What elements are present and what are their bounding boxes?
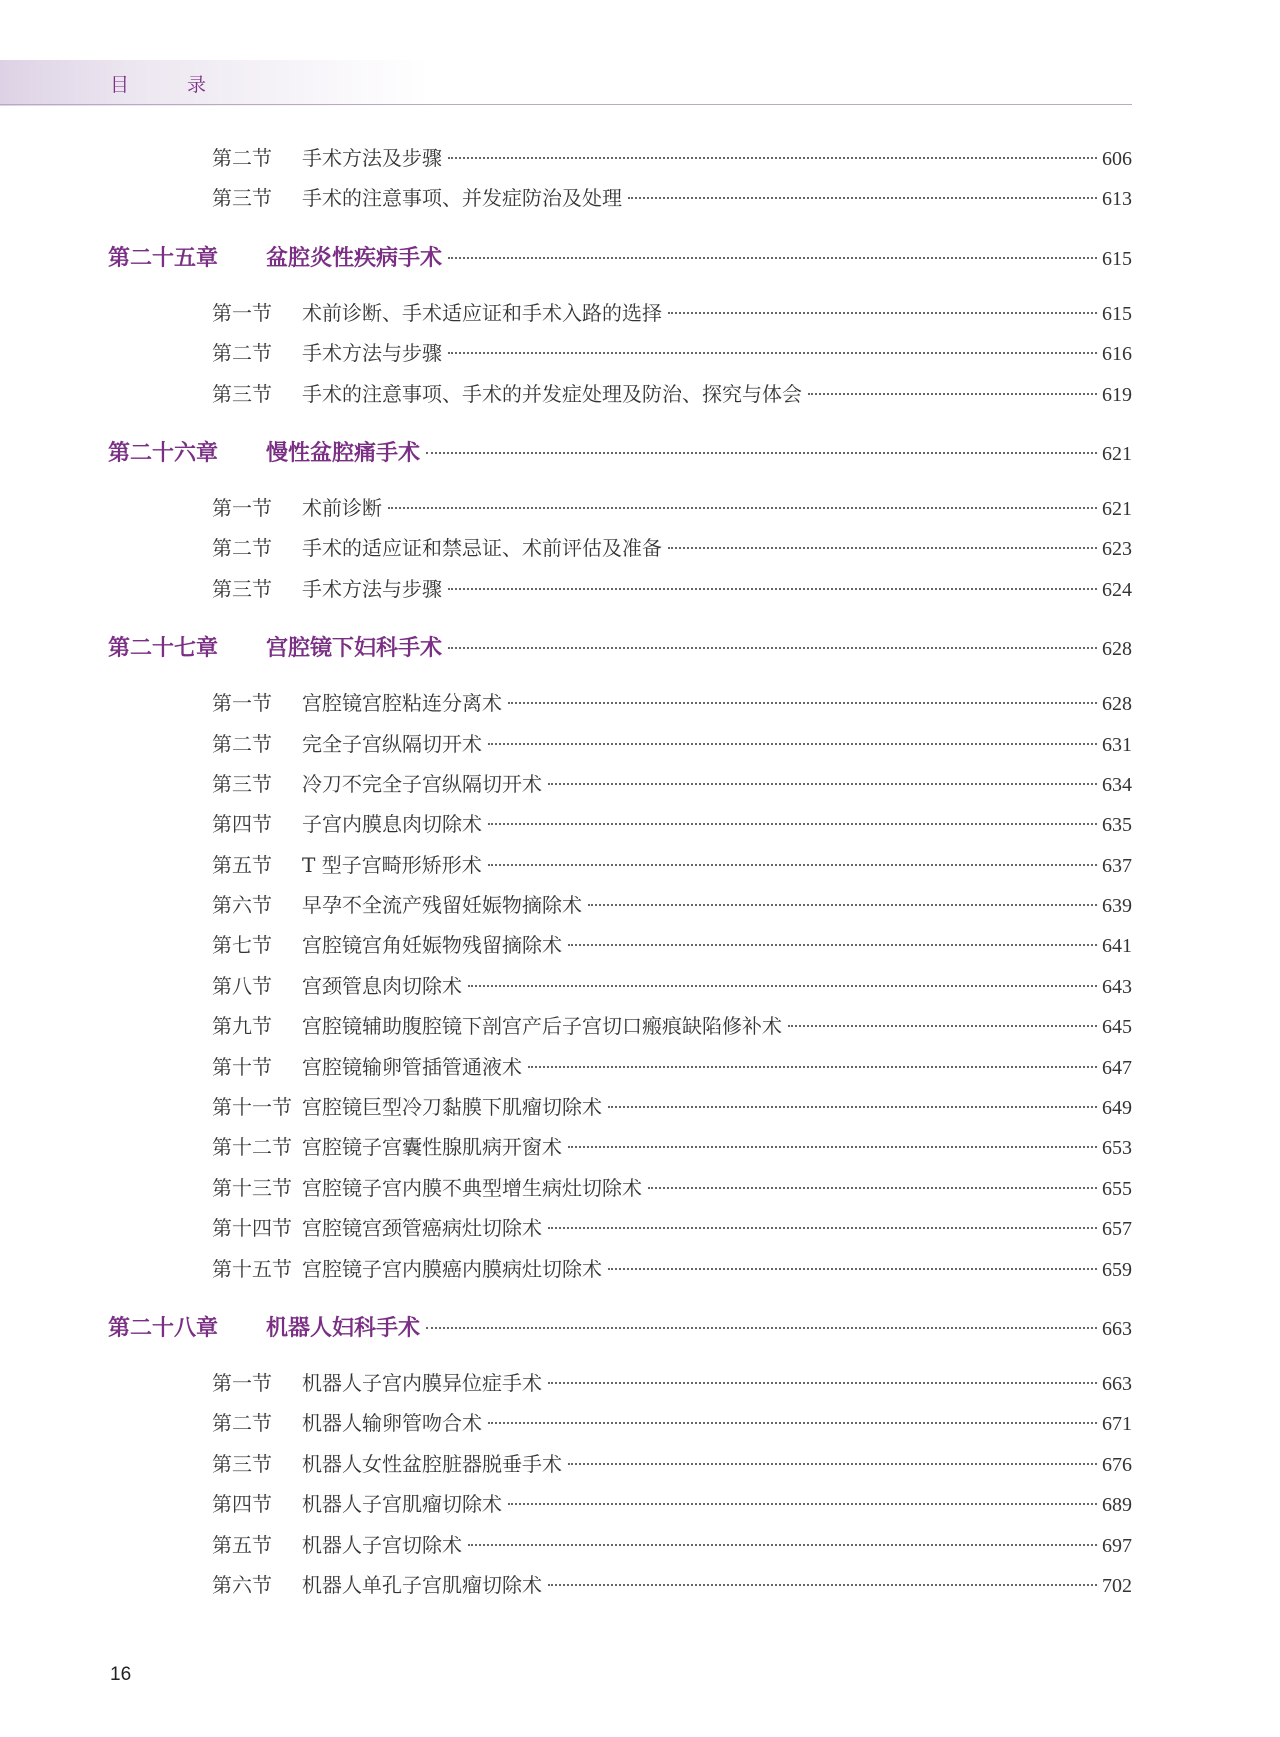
chapter-page-number: 621 xyxy=(1102,442,1132,465)
toc-section-entry[interactable] xyxy=(108,492,1132,532)
section-title: 机器人输卵管吻合术 xyxy=(302,1411,482,1436)
section-number: 第三节 xyxy=(212,771,272,796)
dot-leader xyxy=(588,903,1097,906)
section-page-number: 635 xyxy=(1102,814,1132,837)
section-page-number: 615 xyxy=(1102,302,1132,325)
section-number: 第十节 xyxy=(212,1054,272,1079)
section-title: 宫腔镜子宫内膜癌内膜病灶切除术 xyxy=(302,1256,602,1281)
section-number: 第八节 xyxy=(212,973,272,998)
toc-section-entry[interactable] xyxy=(108,1091,1132,1131)
toc-section-entry[interactable] xyxy=(108,1010,1132,1050)
dot-leader xyxy=(628,196,1097,199)
dot-leader xyxy=(388,506,1097,509)
page-title: 目 录 xyxy=(110,74,233,96)
dot-leader xyxy=(488,1421,1097,1424)
section-number: 第一节 xyxy=(212,691,272,716)
section-title: 机器人单孔子宫肌瘤切除术 xyxy=(302,1572,542,1597)
toc-chapter-block xyxy=(108,631,1132,1293)
section-number: 第十三节 xyxy=(212,1175,292,1200)
section-page-number: 639 xyxy=(1102,895,1132,918)
toc-section-entry[interactable] xyxy=(108,808,1132,848)
section-page-number: 659 xyxy=(1102,1258,1132,1281)
chapter-number: 第二十七章 xyxy=(108,636,219,662)
dot-leader xyxy=(488,742,1097,745)
section-title: 早孕不全流产残留妊娠物摘除术 xyxy=(302,893,582,918)
section-number: 第十四节 xyxy=(212,1216,292,1241)
dot-leader xyxy=(508,701,1097,704)
toc-section-entry[interactable] xyxy=(108,1253,1132,1293)
dot-leader xyxy=(568,1462,1097,1465)
chapter-number: 第二十八章 xyxy=(108,1315,219,1341)
dot-leader xyxy=(808,392,1097,395)
section-title: 机器人子宫肌瘤切除术 xyxy=(302,1492,502,1517)
section-title: 手术的注意事项、并发症防治及处理 xyxy=(302,186,622,211)
toc-chapter-block xyxy=(108,1311,1132,1609)
section-title: 完全子宫纵隔切开术 xyxy=(302,731,482,756)
dot-leader xyxy=(548,1583,1097,1586)
section-page-number: 671 xyxy=(1102,1413,1132,1436)
dot-leader xyxy=(548,1381,1097,1384)
section-title: 宫腔镜输卵管插管通液术 xyxy=(302,1054,522,1079)
section-page-number: 616 xyxy=(1102,343,1132,366)
toc-section-entry[interactable] xyxy=(108,1569,1132,1609)
section-number: 第二节 xyxy=(212,731,272,756)
section-page-number: 653 xyxy=(1102,1137,1132,1160)
dot-leader xyxy=(468,984,1097,987)
section-number: 第三节 xyxy=(212,186,272,211)
chapter-number: 第二十六章 xyxy=(108,440,219,466)
dot-leader xyxy=(648,1186,1097,1189)
section-title: 宫颈管息肉切除术 xyxy=(302,973,462,998)
section-title: 子宫内膜息肉切除术 xyxy=(302,812,482,837)
toc-section-entry[interactable] xyxy=(108,687,1132,727)
section-page-number: 621 xyxy=(1102,497,1132,520)
toc-chapter-entry[interactable] xyxy=(108,1311,1132,1351)
toc-section-entry[interactable] xyxy=(108,378,1132,418)
section-number: 第四节 xyxy=(212,1492,272,1517)
dot-leader xyxy=(448,587,1097,590)
section-number: 第三节 xyxy=(212,381,272,406)
section-page-number: 624 xyxy=(1102,578,1132,601)
toc-section-entry[interactable] xyxy=(108,970,1132,1010)
section-number: 第十一节 xyxy=(212,1095,292,1120)
toc-section-entry[interactable] xyxy=(108,142,1132,182)
section-title: 术前诊断 xyxy=(302,495,382,520)
toc-chapter-entry[interactable] xyxy=(108,631,1132,671)
section-page-number: 637 xyxy=(1102,854,1132,877)
section-title: 宫腔镜子宫内膜不典型增生病灶切除术 xyxy=(302,1175,642,1200)
dot-leader xyxy=(668,311,1097,314)
chapter-title: 慢性盆腔痛手术 xyxy=(266,440,421,466)
dot-leader xyxy=(548,1226,1097,1229)
section-title: 宫腔镜辅助腹腔镜下剖宫产后子宫切口瘢痕缺陷修补术 xyxy=(302,1014,782,1039)
dot-leader xyxy=(568,943,1097,946)
section-page-number: 655 xyxy=(1102,1177,1132,1200)
section-number: 第二节 xyxy=(212,1411,272,1436)
chapter-title: 盆腔炎性疾病手术 xyxy=(266,245,443,271)
section-page-number: 657 xyxy=(1102,1218,1132,1241)
section-page-number: 645 xyxy=(1102,1016,1132,1039)
section-number: 第二节 xyxy=(212,536,272,561)
section-number: 第一节 xyxy=(212,495,272,520)
toc-section-entry[interactable] xyxy=(108,889,1132,929)
section-title: 机器人子宫内膜异位症手术 xyxy=(302,1370,542,1395)
section-number: 第一节 xyxy=(212,1370,272,1395)
toc-section-entry[interactable] xyxy=(108,1448,1132,1488)
section-number: 第十五节 xyxy=(212,1256,292,1281)
toc-section-entry[interactable] xyxy=(108,1529,1132,1569)
section-page-number: 676 xyxy=(1102,1453,1132,1476)
section-title: 机器人女性盆腔脏器脱垂手术 xyxy=(302,1451,562,1476)
section-title: 手术方法与步骤 xyxy=(302,341,442,366)
section-title: T 型子宫畸形矫形术 xyxy=(302,852,482,877)
dot-leader xyxy=(528,1065,1097,1068)
toc-section-entry[interactable] xyxy=(108,1051,1132,1091)
dot-leader xyxy=(448,256,1097,259)
section-title: 宫腔镜巨型冷刀黏膜下肌瘤切除术 xyxy=(302,1095,602,1120)
chapter-number: 第二十五章 xyxy=(108,245,219,271)
section-number: 第七节 xyxy=(212,933,272,958)
section-title: 手术方法与步骤 xyxy=(302,576,442,601)
toc-section-entry[interactable] xyxy=(108,768,1132,808)
section-title: 手术的适应证和禁忌证、术前评估及准备 xyxy=(302,536,662,561)
toc-section-entry[interactable] xyxy=(108,1172,1132,1212)
section-number: 第三节 xyxy=(212,1451,272,1476)
section-number: 第五节 xyxy=(212,1532,272,1557)
section-title: 机器人子宫切除术 xyxy=(302,1532,462,1557)
section-number: 第三节 xyxy=(212,576,272,601)
toc-section-entry[interactable] xyxy=(108,573,1132,613)
toc-section-entry[interactable] xyxy=(108,337,1132,377)
toc-section-entry[interactable] xyxy=(108,1367,1132,1407)
dot-leader xyxy=(788,1024,1097,1027)
toc-chapter-block xyxy=(108,241,1132,418)
dot-leader xyxy=(448,351,1097,354)
section-number: 第四节 xyxy=(212,812,272,837)
section-page-number: 689 xyxy=(1102,1494,1132,1517)
section-number: 第九节 xyxy=(212,1014,272,1039)
section-page-number: 649 xyxy=(1102,1097,1132,1120)
dot-leader xyxy=(426,1326,1097,1329)
chapter-page-number: 663 xyxy=(1102,1317,1132,1340)
toc-section-entry[interactable] xyxy=(108,532,1132,572)
toc-section-entry[interactable] xyxy=(108,929,1132,969)
section-title: 宫腔镜宫颈管癌病灶切除术 xyxy=(302,1216,542,1241)
toc-section-entry[interactable] xyxy=(108,297,1132,337)
section-page-number: 697 xyxy=(1102,1534,1132,1557)
chapter-title: 宫腔镜下妇科手术 xyxy=(266,636,443,662)
section-title: 宫腔镜宫腔粘连分离术 xyxy=(302,691,502,716)
section-page-number: 647 xyxy=(1102,1056,1132,1079)
section-title: 手术的注意事项、手术的并发症处理及防治、探究与体会 xyxy=(302,381,802,406)
section-page-number: 643 xyxy=(1102,975,1132,998)
section-page-number: 606 xyxy=(1102,148,1132,170)
chapter-page-number: 615 xyxy=(1102,247,1132,270)
dot-leader xyxy=(608,1105,1097,1108)
table-of-contents xyxy=(108,142,1132,1609)
section-number: 第六节 xyxy=(212,893,272,918)
section-number: 第二节 xyxy=(212,341,272,366)
page-number: 16 xyxy=(110,1664,132,1685)
toc-section-entry[interactable] xyxy=(108,728,1132,768)
section-page-number: 702 xyxy=(1102,1574,1132,1597)
section-number: 第十二节 xyxy=(212,1135,292,1160)
toc-section-entry[interactable] xyxy=(108,1407,1132,1447)
dot-leader xyxy=(508,1502,1097,1505)
section-title: 宫腔镜宫角妊娠物残留摘除术 xyxy=(302,933,562,958)
section-page-number: 663 xyxy=(1102,1372,1132,1395)
section-title: 冷刀不完全子宫纵隔切开术 xyxy=(302,771,542,796)
dot-leader xyxy=(608,1267,1097,1270)
section-title: 术前诊断、手术适应证和手术入路的选择 xyxy=(302,300,662,325)
section-page-number: 628 xyxy=(1102,693,1132,716)
toc-section-entry[interactable] xyxy=(108,1212,1132,1252)
section-number: 第六节 xyxy=(212,1572,272,1597)
dot-leader xyxy=(488,822,1097,825)
toc-chapter-block xyxy=(108,436,1132,613)
section-page-number: 623 xyxy=(1102,538,1132,561)
section-title: 手术方法及步骤 xyxy=(302,146,442,170)
toc-chapter-entry[interactable] xyxy=(108,436,1132,476)
toc-section-entry[interactable] xyxy=(108,182,1132,222)
section-page-number: 634 xyxy=(1102,773,1132,796)
header-divider xyxy=(0,104,1132,105)
toc-section-entry[interactable] xyxy=(108,1131,1132,1171)
section-page-number: 613 xyxy=(1102,188,1132,211)
toc-chapter-entry[interactable] xyxy=(108,241,1132,281)
section-number: 第一节 xyxy=(212,300,272,325)
dot-leader xyxy=(548,782,1097,785)
dot-leader xyxy=(426,451,1097,454)
dot-leader xyxy=(568,1145,1097,1148)
dot-leader xyxy=(448,156,1097,159)
section-title: 宫腔镜子宫囊性腺肌病开窗术 xyxy=(302,1135,562,1160)
dot-leader xyxy=(448,646,1097,649)
dot-leader xyxy=(668,546,1097,549)
dot-leader xyxy=(488,863,1097,866)
chapter-page-number: 628 xyxy=(1102,638,1132,661)
section-page-number: 619 xyxy=(1102,383,1132,406)
section-page-number: 631 xyxy=(1102,733,1132,756)
toc-chapter-block xyxy=(108,142,1132,223)
toc-section-entry[interactable] xyxy=(108,849,1132,889)
section-number: 第五节 xyxy=(212,852,272,877)
chapter-title: 机器人妇科手术 xyxy=(266,1315,421,1341)
section-page-number: 641 xyxy=(1102,935,1132,958)
section-number: 第二节 xyxy=(212,146,272,170)
toc-section-entry[interactable] xyxy=(108,1488,1132,1528)
dot-leader xyxy=(468,1543,1097,1546)
